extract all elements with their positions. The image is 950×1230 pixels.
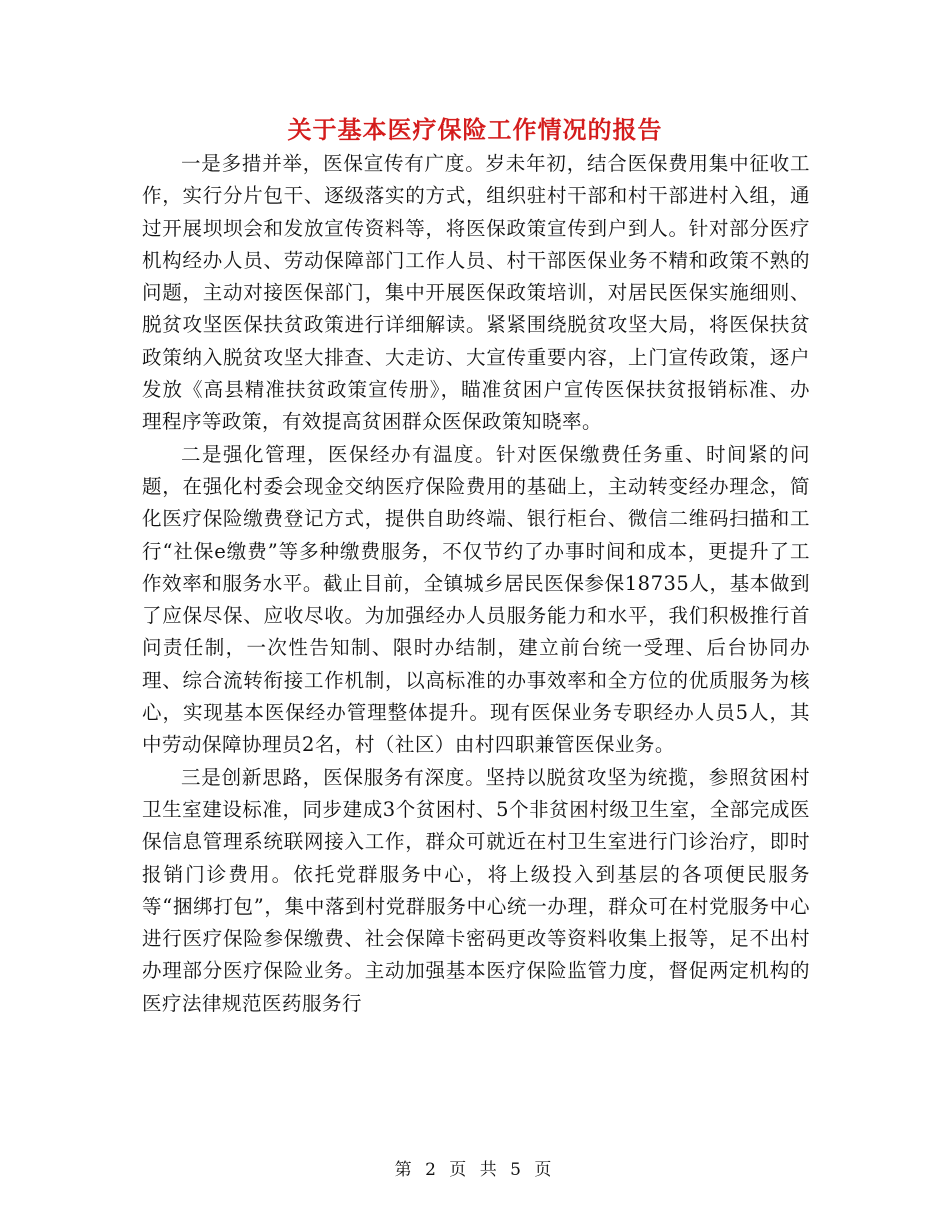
document-body [142, 148, 810, 1020]
paragraph-service: 三是创新思路，医保服务有深度。坚持以脱贫攻坚为统揽，参照贫困村卫生室建设标准，同步建成3个贫困村、5个非贫困村级卫生室，全部完成医保信息管理系统联网接入工作，群众可就近在村卫生室进行门诊治疗，即时报销门诊费用。依托党群服务中心，将上级投入到基层的各项便民服务等“捆绑打包”，集中落到村党群服务中心统一办理，群众可在村党服务中心进行医疗保险参保缴费、社会保障卡密码更改等资料收集上报等，足不出村办理部分医疗保险业务。主动加强基本医疗保险监管力度，督促两定机构的医疗法律规范医药服务行 [142, 765, 810, 1015]
paragraph-management: 二是强化管理，医保经办有温度。针对医保缴费任务重、时间紧的问题，在强化村委会现金交纳医疗保险费用的基础上，主动转变经办理念，简化医疗保险缴费登记方式，提供自助终端、银行柜台、微信二维码扫描和工行“社保e缴费”等多种缴费服务，不仅节约了办事时间和成本，更提升了工作效率和服务水平。截止目前，全镇城乡居民医保参保18735人，基本做到了应保尽保、应收尽收。为加强经办人员服务能力和水平，我们积极推行首问责任制，一次性告知制、限时办结制，建立前台统一受理、后台协同办理、综合流转衔接工作机制，以高标准的办事效率和全方位的优质服务为核心，实现基本医保经办管理整体提升。现有医保业务专职经办人员5人，其中劳动保障协理员2名，村（社区）由村四职兼管医保业务。 [142, 442, 810, 757]
page-footer: 第 2 页 共 5 页 [394, 1160, 556, 1180]
document-title: 关于基本医疗保险工作情况的报告 [287, 115, 663, 144]
paragraph-publicity: 一是多措并举，医保宣传有广度。岁未年初，结合医保费用集中征收工作，实行分片包干、逐级落实的方式，组织驻村干部和村干部进村入组，通过开展坝坝会和发放宣传资料等，将医保政策宣传到户到人。针对部分医疗机构经办人员、劳动保障部门工作人员、村干部医保业务不精和政策不熟的问题，主动对接医保部门，集中开展医保政策培训，对居民医保实施细则、脱贫攻坚医保扶贫政策进行详细解读。紧紧围绕脱贫攻坚大局，将医保扶贫政策纳入脱贫攻坚大排查、大走访、大宣传重要内容，上门宣传政策，逐户发放《高县精准扶贫政策宣传册》，瞄准贫困户宣传医保扶贫报销标准、办理程序等政策，有效提高贫困群众医保政策知晓率。 [142, 152, 810, 434]
